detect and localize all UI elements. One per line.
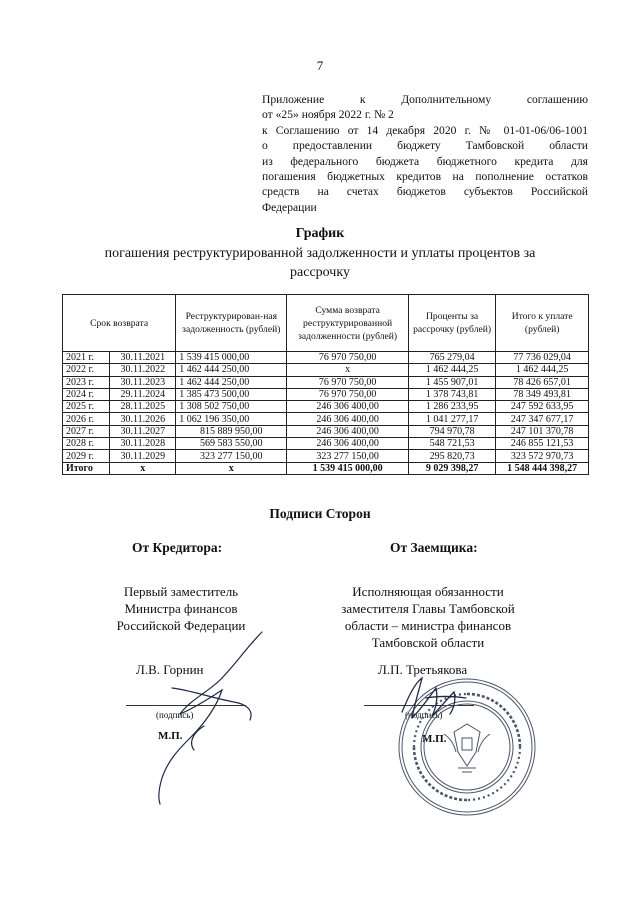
cell-interest: 548 721,53 <box>408 438 495 450</box>
borrower-heading: От Заемщика: <box>390 540 478 555</box>
borrower-signature-icon <box>396 668 476 728</box>
appendix-line: из федерального бюджета бюджетного кредита для <box>262 154 588 168</box>
cell-return: х <box>287 364 408 376</box>
creditor-sign-label: (подпись) <box>156 710 194 720</box>
cell-date: 28.11.2025 <box>110 401 176 413</box>
cell-return: 246 306 400,00 <box>287 413 408 425</box>
appendix-line: Федерации <box>262 200 317 214</box>
cell-debt: 1 385 473 500,00 <box>176 388 287 400</box>
table-row <box>63 352 589 364</box>
document-subtitle: погашения реструктурированной задолженности и уплаты процентов за рассрочку <box>104 246 536 280</box>
cell-interest: 1 286 233,95 <box>408 401 495 413</box>
cell-date: 30.11.2027 <box>110 425 176 437</box>
appendix-line: Приложение к Дополнительному соглашению <box>262 93 588 106</box>
cell-return: 246 306 400,00 <box>287 438 408 450</box>
cell-total-label: Итого <box>63 462 110 474</box>
borrower-position: Исполняющая обязанности заместителя Главы Тамбовской области – министра финансов Тамбовской области <box>341 584 515 650</box>
cell-total: 78 349 493,81 <box>496 388 589 400</box>
cell-debt: х <box>176 462 287 474</box>
page-number: 7 <box>316 58 324 73</box>
cell-date: 30.11.2023 <box>110 376 176 388</box>
header-return: Сумма возврата реструктурированной задолженности (рублей) <box>287 295 408 352</box>
cell-debt: 1 308 502 750,00 <box>176 401 287 413</box>
cell-debt: 815 889 950,00 <box>176 425 287 437</box>
cell-year: 2025 г. <box>63 401 110 413</box>
cell-return: 76 970 750,00 <box>287 388 408 400</box>
table-row <box>63 401 589 413</box>
cell-debt: 1 462 444 250,00 <box>176 376 287 388</box>
cell-date: 30.11.2028 <box>110 438 176 450</box>
cell-date: 30.11.2026 <box>110 413 176 425</box>
table-row <box>63 438 589 450</box>
cell-return: 246 306 400,00 <box>287 425 408 437</box>
cell-return: 1 539 415 000,00 <box>287 462 408 474</box>
borrower-sign-label: (подпись) <box>405 710 443 720</box>
signatures-heading: Подписи Сторон <box>269 506 371 521</box>
cell-year: 2026 г. <box>63 413 110 425</box>
cell-year: 2023 г. <box>63 376 110 388</box>
cell-debt: 569 583 550,00 <box>176 438 287 450</box>
creditor-position: Первый заместитель Министра финансов Российской Федерации <box>116 584 246 633</box>
cell-total: 1 462 444,25 <box>496 364 589 376</box>
cell-interest: 794 970,78 <box>408 425 495 437</box>
cell-interest: 9 029 398,27 <box>408 462 495 474</box>
cell-year: 2027 г. <box>63 425 110 437</box>
cell-return: 76 970 750,00 <box>287 376 408 388</box>
creditor-name: Л.В. Горнин <box>136 662 204 677</box>
cell-interest: 765 279,04 <box>408 352 495 364</box>
appendix-line: от «25» ноября 2022 г. № 2 <box>262 108 394 122</box>
creditor-stamp-label: М.П. <box>158 730 183 742</box>
cell-interest: 1 041 277,17 <box>408 413 495 425</box>
header-interest: Проценты за рассрочку (рублей) <box>408 295 495 352</box>
cell-total: 1 548 444 398,27 <box>496 462 589 474</box>
cell-return: 76 970 750,00 <box>287 352 408 364</box>
cell-debt: 1 062 196 350,00 <box>176 413 287 425</box>
cell-date: 30.11.2022 <box>110 364 176 376</box>
cell-date: 29.11.2024 <box>110 388 176 400</box>
cell-year: 2024 г. <box>63 388 110 400</box>
cell-total: 247 592 633,95 <box>496 401 589 413</box>
cell-date: 30.11.2021 <box>110 352 176 364</box>
header-total: Итого к уплате (рублей) <box>496 295 589 352</box>
borrower-name: Л.П. Третьякова <box>378 662 468 677</box>
cell-total: 246 855 121,53 <box>496 438 589 450</box>
appendix-header <box>262 92 588 215</box>
appendix-line: средств на счетах бюджетов субъектов Российской <box>262 185 588 199</box>
cell-interest: 295 820,73 <box>408 450 495 462</box>
table-row <box>63 425 589 437</box>
creditor-heading: От Кредитора: <box>132 540 223 555</box>
cell-return: 323 277 150,00 <box>287 450 408 462</box>
table-row <box>63 388 589 400</box>
table-total-row <box>63 462 589 474</box>
appendix-line: погашения бюджетных кредитов на пополнение остатков <box>262 170 588 184</box>
cell-total: 77 736 029,04 <box>496 352 589 364</box>
creditor-signature-icon <box>150 628 280 808</box>
table-row <box>63 376 589 388</box>
cell-debt: 1 462 444 250,00 <box>176 364 287 376</box>
cell-total: 323 572 970,73 <box>496 450 589 462</box>
cell-debt: 323 277 150,00 <box>176 450 287 462</box>
header-debt: Реструктурирован-ная задолженность (рублей) <box>176 295 287 352</box>
cell-total: 78 426 657,01 <box>496 376 589 388</box>
cell-year: 2022 г. <box>63 364 110 376</box>
cell-date: х <box>110 462 176 474</box>
table-row <box>63 364 589 376</box>
repayment-schedule-table <box>62 294 589 475</box>
cell-return: 246 306 400,00 <box>287 401 408 413</box>
appendix-line: к Соглашению от 14 декабря 2020 г. № 01-01-06/06-1001 <box>262 123 588 137</box>
cell-interest: 1 378 743,81 <box>408 388 495 400</box>
cell-year: 2029 г. <box>63 450 110 462</box>
table-row <box>63 413 589 425</box>
borrower-stamp-label: М.П. <box>422 733 447 745</box>
cell-debt: 1 539 415 000,00 <box>176 352 287 364</box>
cell-total: 247 347 677,17 <box>496 413 589 425</box>
cell-year: 2028 г. <box>63 438 110 450</box>
cell-date: 30.11.2029 <box>110 450 176 462</box>
cell-year: 2021 г. <box>63 352 110 364</box>
table-header-row <box>63 295 589 352</box>
appendix-line: о предоставлении бюджету Тамбовской области <box>262 139 588 153</box>
cell-total: 247 101 370,78 <box>496 425 589 437</box>
table-row <box>63 450 589 462</box>
document-title: График <box>295 226 345 241</box>
cell-interest: 1 455 907,01 <box>408 376 495 388</box>
cell-interest: 1 462 444,25 <box>408 364 495 376</box>
header-period: Срок возврата <box>63 295 176 352</box>
